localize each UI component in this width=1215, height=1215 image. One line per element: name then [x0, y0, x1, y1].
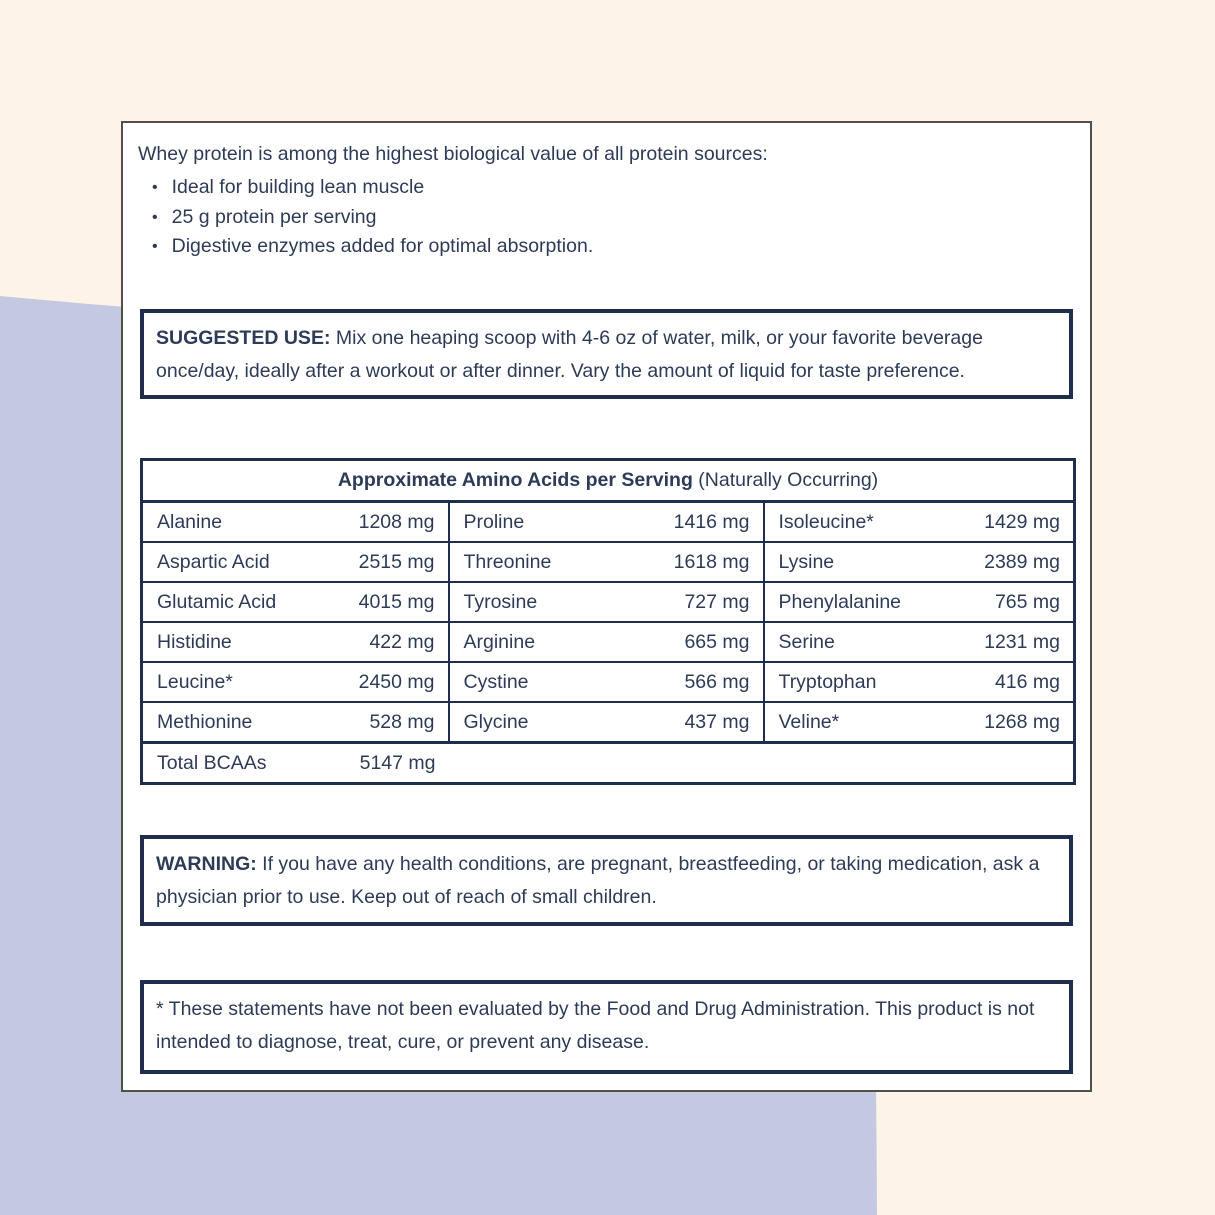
- bullet-item: [138, 203, 1068, 233]
- table-row: [142, 502, 1075, 543]
- amino-value: 665 mg: [617, 622, 764, 662]
- amino-name: Veline*: [764, 702, 944, 743]
- amino-value: 2450 mg: [310, 662, 449, 702]
- amino-value: 2389 mg: [944, 542, 1075, 582]
- amino-name: Leucine*: [142, 662, 310, 702]
- table-row: [142, 662, 1075, 702]
- amino-value: 1416 mg: [617, 502, 764, 543]
- amino-name: Tryptophan: [764, 662, 944, 702]
- label-card: [121, 121, 1092, 1092]
- table-row: [142, 542, 1075, 582]
- amino-name: Threonine: [449, 542, 617, 582]
- amino-value: 422 mg: [310, 622, 449, 662]
- table-row: [142, 582, 1075, 622]
- warning-box: [140, 835, 1073, 926]
- amino-name: Glutamic Acid: [142, 582, 310, 622]
- amino-name: Lysine: [764, 542, 944, 582]
- disclaimer-box: [140, 980, 1073, 1074]
- amino-name: Cystine: [449, 662, 617, 702]
- warning-label: WARNING:: [156, 853, 257, 875]
- amino-name: Tyrosine: [449, 582, 617, 622]
- amino-value: 727 mg: [617, 582, 764, 622]
- amino-name: Aspartic Acid: [142, 542, 310, 582]
- bullet-item: [138, 232, 1068, 262]
- bullet-icon: •: [152, 179, 158, 196]
- total-label: Total BCAAs: [142, 743, 310, 784]
- bullet-list: [138, 173, 1068, 262]
- amino-value: 416 mg: [944, 662, 1075, 702]
- table-title-row: [142, 460, 1075, 502]
- amino-value: 528 mg: [310, 702, 449, 743]
- amino-value: 1208 mg: [310, 502, 449, 543]
- amino-name: Phenylalanine: [764, 582, 944, 622]
- suggested-use-box: [140, 309, 1073, 399]
- bullet-icon: •: [152, 208, 158, 226]
- amino-value: 1429 mg: [944, 502, 1075, 543]
- table-title: [142, 460, 1075, 502]
- amino-name: Histidine: [142, 622, 310, 662]
- amino-name: Methionine: [142, 702, 310, 743]
- amino-value: 2515 mg: [310, 542, 449, 582]
- amino-name: Proline: [449, 502, 617, 543]
- amino-value: 4015 mg: [310, 582, 449, 622]
- bullet-item: [138, 173, 1068, 203]
- table-title-normal: (Naturally Occurring): [698, 469, 879, 491]
- table-title-bold: Approximate Amino Acids per Serving: [337, 469, 693, 491]
- bullet-icon: •: [152, 238, 158, 255]
- amino-name: Glycine: [449, 702, 617, 743]
- total-row-spacer: [449, 743, 1075, 784]
- disclaimer-text: * These statements have not been evaluated by the Food and Drug Administration. This product is not intended to diagnose, treat, cure, or prevent any disease.: [156, 998, 1035, 1053]
- amino-name: Alanine: [142, 502, 310, 543]
- amino-value: 765 mg: [944, 582, 1075, 622]
- amino-value: 1268 mg: [944, 702, 1075, 743]
- intro-section: [138, 139, 1068, 262]
- amino-name: Serine: [764, 622, 944, 662]
- suggested-use-text: Mix one heaping scoop with 4-6 oz of water, milk, or your favorite beverage once/day, ideally after a workout or after dinner. Vary the amount of liquid for taste preference.: [156, 327, 983, 382]
- amino-value: 566 mg: [617, 662, 764, 702]
- table-row: [142, 702, 1075, 743]
- bullet-text: Ideal for building lean muscle: [171, 176, 425, 198]
- warning-text: If you have any health conditions, are pregnant, breastfeeding, or taking medication, ask a physician prior to use. Keep out of reach of small children.: [156, 853, 1040, 908]
- total-value: 5147 mg: [310, 743, 449, 784]
- bullet-text: 25 g protein per serving: [171, 205, 377, 228]
- total-row: [142, 743, 1075, 784]
- bullet-text: Digestive enzymes added for optimal absorption.: [171, 235, 594, 257]
- amino-value: 437 mg: [617, 702, 764, 743]
- intro-heading: Whey protein is among the highest biological value of all protein sources:: [138, 143, 768, 165]
- amino-name: Arginine: [449, 622, 617, 662]
- suggested-use-label: SUGGESTED USE:: [156, 327, 331, 349]
- table-row: [142, 622, 1075, 662]
- amino-name: Isoleucine*: [764, 502, 944, 543]
- amino-value: 1231 mg: [944, 622, 1075, 662]
- amino-acids-table: [140, 458, 1076, 785]
- amino-value: 1618 mg: [617, 542, 764, 582]
